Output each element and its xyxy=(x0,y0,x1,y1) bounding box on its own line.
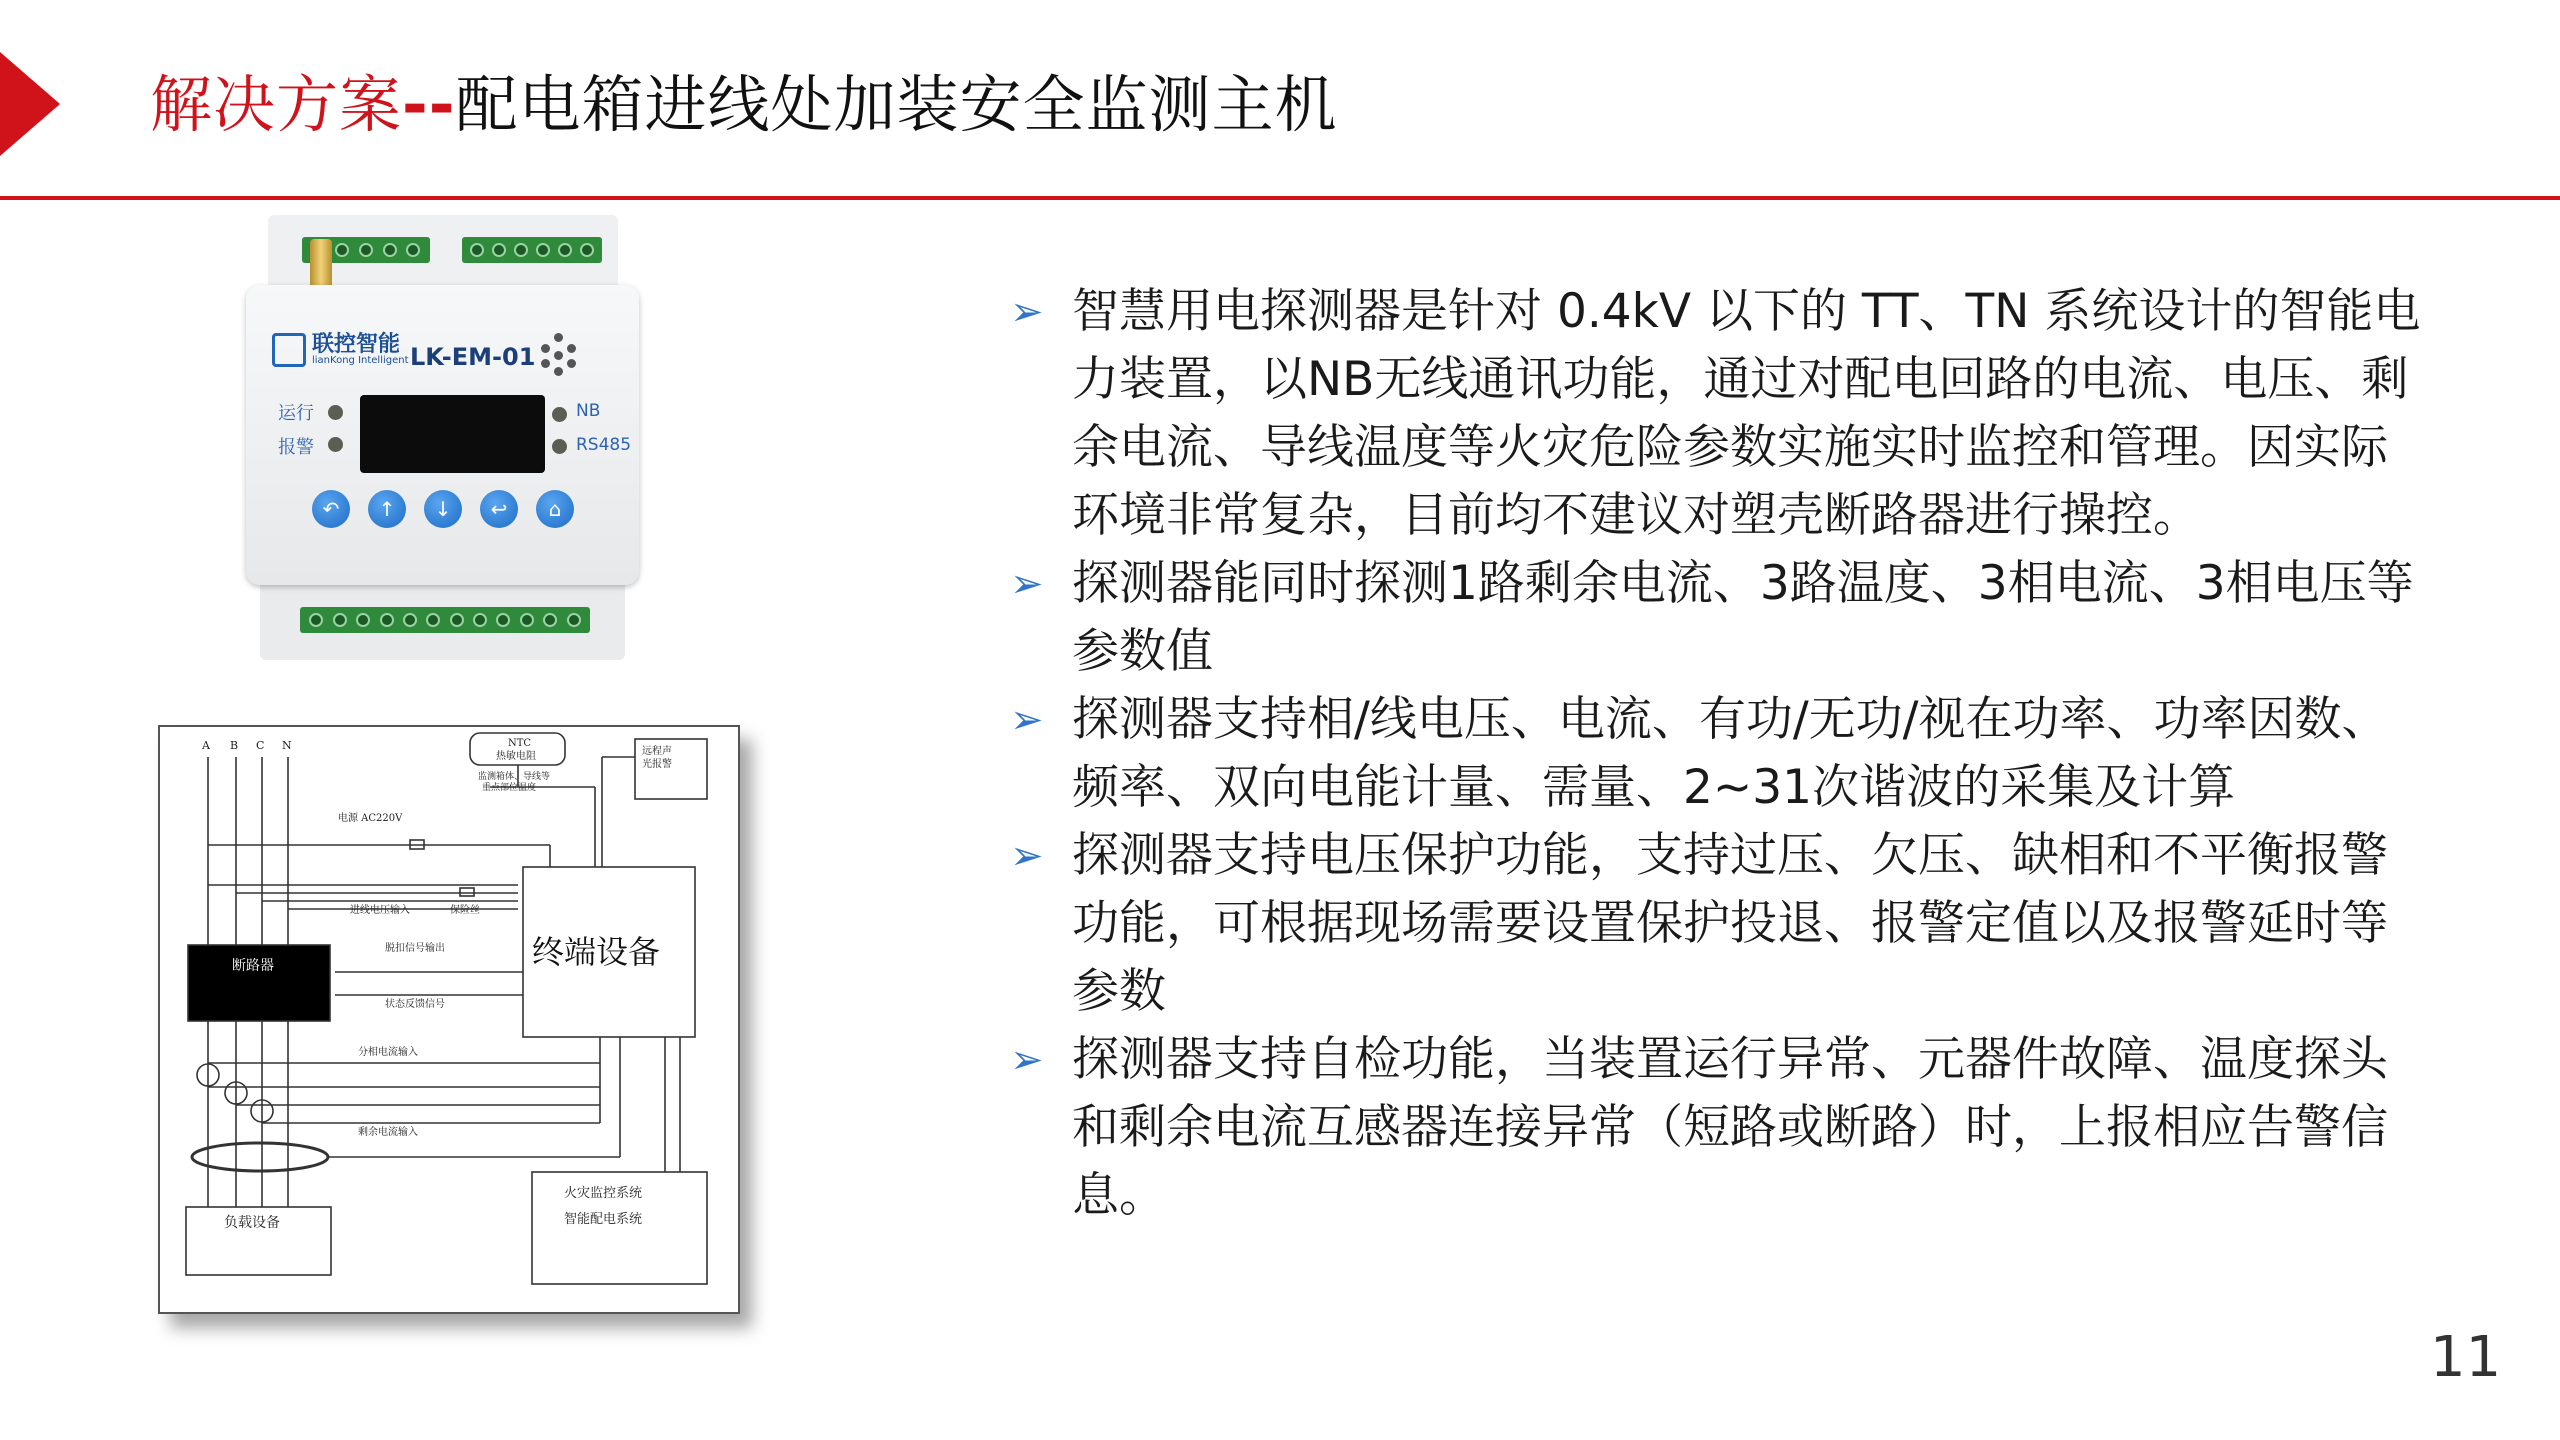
down-button-icon: ↓ xyxy=(424,490,462,528)
run-led-icon xyxy=(328,405,343,420)
bullet-arrow-icon: ➢ xyxy=(1010,697,1044,743)
device-photo xyxy=(240,215,645,660)
wiring-diagram xyxy=(158,725,740,1314)
phase-label-c: C xyxy=(256,739,265,752)
load-label: 负载设备 xyxy=(224,1215,280,1231)
label-rs485: RS485 xyxy=(576,435,632,455)
home-button-icon: ⌂ xyxy=(536,490,574,528)
device-brand: 联控智能 xyxy=(312,332,401,357)
terminal-label: 终端设备 xyxy=(532,933,661,971)
back-button-icon: ↶ xyxy=(312,490,350,528)
bullet-arrow-icon: ➢ xyxy=(1010,1037,1044,1083)
ntc-note-1: 监测箱体、导线等 xyxy=(478,772,551,782)
bullet-item xyxy=(1010,550,2430,686)
brand-logo-icon xyxy=(272,333,306,367)
label-run: 运行 xyxy=(278,403,314,424)
bullet-arrow-icon: ➢ xyxy=(1010,289,1044,335)
page-title xyxy=(150,62,1338,148)
bullet-arrow-icon: ➢ xyxy=(1010,833,1044,879)
remote-alarm-2: 光报警 xyxy=(642,759,672,770)
phase-label-b: B xyxy=(230,739,239,752)
title-divider xyxy=(0,196,2560,200)
bullet-item xyxy=(1010,686,2430,822)
status-fb-label: 状态反馈信号 xyxy=(385,999,445,1010)
bullet-item xyxy=(1010,822,2430,1026)
bullet-text: 探测器支持电压保护功能，支持过压、欠压、缺相和不平衡报警功能，可根据现场需要设置保护投退、报警定值以及报警延时等参数 xyxy=(1072,828,2388,1019)
phase-current-label: 分相电流输入 xyxy=(358,1047,418,1058)
lcd-display xyxy=(360,395,545,473)
power-label: 电源 AC220V xyxy=(338,813,403,824)
enter-button-icon: ↩ xyxy=(480,490,518,528)
voltage-in-label: 进线电压输入 xyxy=(350,905,410,916)
residual-current-label: 剩余电流输入 xyxy=(358,1127,418,1138)
fuse-label: 保险丝 xyxy=(450,905,480,916)
title-separator: -- xyxy=(402,68,456,141)
speaker-grille-icon xyxy=(536,331,582,377)
ntc-label-2: 热敏电阻 xyxy=(496,751,536,762)
trip-out-label: 脱扣信号输出 xyxy=(385,943,445,954)
bullet-text: 探测器支持相/线电压、电流、有功/无功/视在功率、功率因数、频率、双向电能计量、需量、2~31次谐波的采集及计算 xyxy=(1072,692,2389,815)
alarm-led-icon xyxy=(328,437,343,452)
label-nb: NB xyxy=(576,401,601,421)
phase-label-n: N xyxy=(282,739,292,752)
feature-bullet-list xyxy=(1010,278,2430,1230)
nb-led-icon xyxy=(552,407,567,422)
top-terminal-right xyxy=(462,237,602,263)
breaker-label: 断路器 xyxy=(232,958,274,974)
page-number: 11 xyxy=(2430,1325,2502,1390)
bullet-arrow-icon: ➢ xyxy=(1010,561,1044,607)
title-part1: 解决方案 xyxy=(150,68,403,141)
bullet-item xyxy=(1010,278,2430,550)
up-button-icon: ↑ xyxy=(368,490,406,528)
device-brand-en: lianKong Intelligent xyxy=(312,355,409,366)
phase-label-a: A xyxy=(202,739,210,752)
bullet-item xyxy=(1010,1026,2430,1230)
fire-system-label-1: 火灾监控系统 xyxy=(564,1186,643,1201)
ntc-note-2: 重点部位温度 xyxy=(482,783,537,793)
device-model: LK-EM-01 xyxy=(410,343,536,371)
bullet-text: 探测器能同时探测1路剩余电流、3路温度、3相电流、3相电压等参数值 xyxy=(1072,556,2414,679)
rs485-led-icon xyxy=(552,439,567,454)
fire-system-label-2: 智能配电系统 xyxy=(564,1212,643,1227)
remote-alarm-1: 远程声 xyxy=(642,746,672,757)
ntc-label: NTC xyxy=(508,738,532,749)
bullet-text: 探测器支持自检功能，当装置运行异常、元器件故障、温度探头和剩余电流互感器连接异常（短路或断路）时，上报相应告警信息。 xyxy=(1072,1032,2388,1223)
label-alarm: 报警 xyxy=(278,437,314,458)
bullet-text: 智慧用电探测器是针对 0.4kV 以下的 TT、TN 系统设计的智能电力装置，以NB无线通讯功能，通过对配电回路的电流、电压、剩余电流、导线温度等火灾危险参数实施实时监控和管理。因实际环境非常复杂，目前均不建议对塑壳断路器进行操控。 xyxy=(1072,284,2421,543)
title-part2: 配电箱进线处加装安全监测主机 xyxy=(455,68,1338,141)
title-arrow-decoration xyxy=(0,52,60,156)
bottom-terminal xyxy=(300,607,590,633)
